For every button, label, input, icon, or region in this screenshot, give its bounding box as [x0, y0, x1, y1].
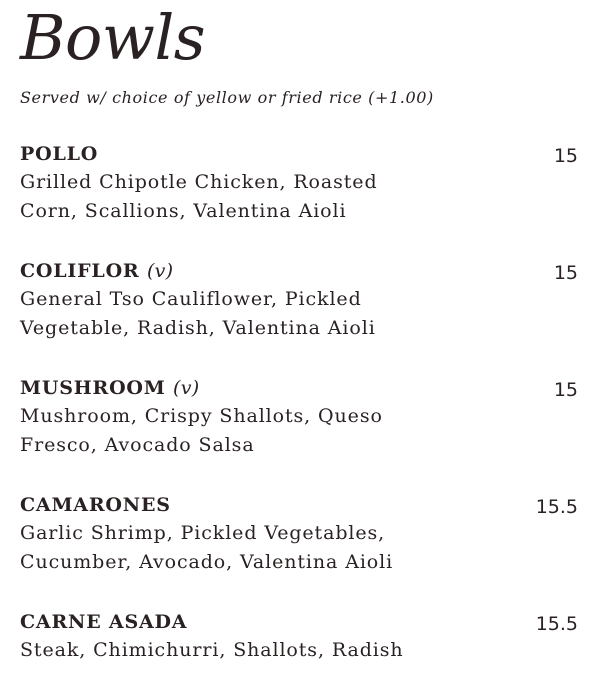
item-description-line: Steak, Chimichurri, Shallots, Radish: [20, 639, 404, 661]
item-description-line: Vegetable, Radish, Valentina Aioli: [20, 317, 376, 339]
vegetarian-badge: (v): [146, 260, 174, 282]
item-description: [20, 285, 510, 343]
item-description-line: Grilled Chipotle Chicken, Roasted: [20, 171, 378, 193]
item-description-line: Cucumber, Avocado, Valentina Aioli: [20, 551, 394, 573]
item-name-text: CARNE ASADA: [20, 611, 188, 633]
item-price: 15: [553, 145, 578, 167]
item-description-line: Corn, Scallions, Valentina Aioli: [20, 200, 347, 222]
item-description-line: Fresco, Avocado Salsa: [20, 434, 255, 456]
section-subtitle: Served w/ choice of yellow or fried rice (+1.00): [20, 88, 434, 107]
item-description-line: Garlic Shrimp, Pickled Vegetables,: [20, 522, 386, 544]
item-name: [20, 374, 200, 402]
item-name: [20, 608, 187, 636]
menu-page: [20, 0, 580, 673]
section-title: Bowls: [20, 1, 206, 74]
menu-item-coliflor: [20, 257, 580, 374]
item-name-text: CAMARONES: [20, 494, 171, 516]
item-price: 15.5: [535, 613, 578, 635]
item-name-text: COLIFLOR: [20, 260, 140, 282]
menu-item-carne-asada: [20, 608, 580, 688]
item-name-text: POLLO: [20, 143, 99, 165]
item-name: [20, 491, 171, 519]
item-description: [20, 636, 510, 665]
vegetarian-badge: (v): [173, 377, 200, 399]
item-price: 15.5: [535, 496, 578, 518]
menu-item-camarones: [20, 491, 580, 608]
menu-item-list: [20, 140, 580, 688]
menu-item-pollo: [20, 140, 580, 257]
menu-item-mushroom: [20, 374, 580, 491]
item-description: [20, 168, 510, 226]
item-name: [20, 257, 173, 285]
item-description: [20, 519, 510, 577]
item-description-line: General Tso Cauliflower, Pickled: [20, 288, 362, 310]
item-price: 15: [553, 379, 578, 401]
item-description-line: Mushroom, Crispy Shallots, Queso: [20, 405, 383, 427]
item-name-text: MUSHROOM: [20, 377, 166, 399]
item-name: [20, 140, 98, 168]
item-description: [20, 402, 510, 460]
item-price: 15: [553, 262, 578, 284]
